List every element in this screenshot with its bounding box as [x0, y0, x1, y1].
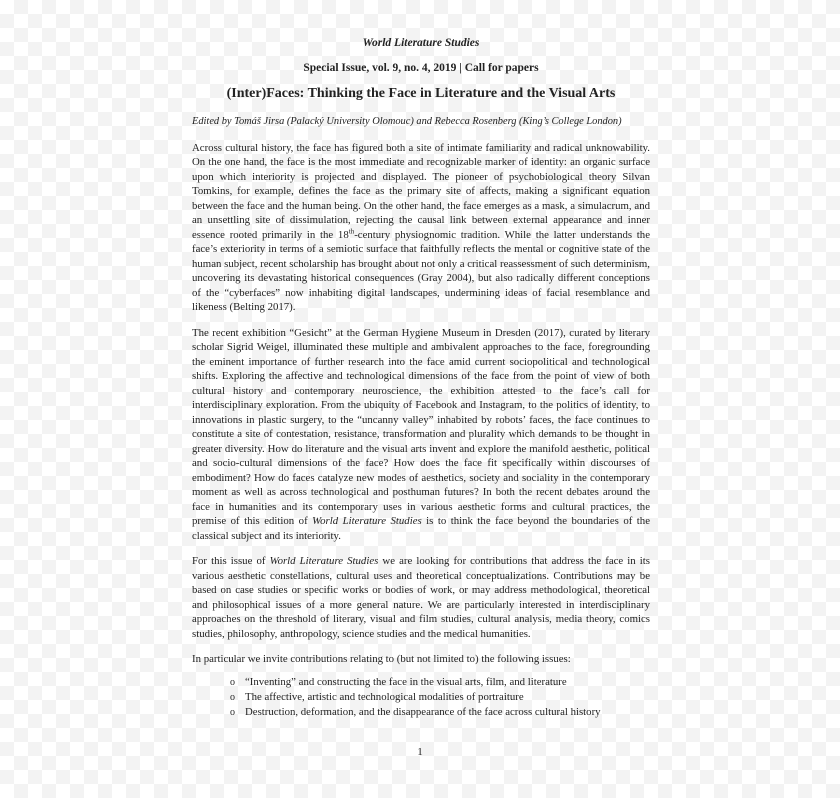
- paragraph-exhibition-text-2: is to think the face beyond the boundaries of the classical subject and its interiority.: [192, 515, 650, 542]
- journal-reference: World Literature Studies: [269, 555, 379, 567]
- issues-list: [192, 675, 650, 720]
- document-title: (Inter)Faces: Thinking the Face in Literature and the Visual Arts: [226, 86, 616, 101]
- list-item-text: Destruction, deformation, and the disappearance of the face across cultural history: [245, 705, 601, 718]
- paragraph-contributions-text-2: we are looking for contributions that address the face in its various aesthetic constellations, cultural uses and theoretical conceptualizations. Contributions may be based on case studies or specific works or bodies of work, or may address methodological, theoretical and philosophical issues of a more general nature. We are particularly interested in interdisciplinary approaches on the threshold of literary, visual and film studies, cultural analysis, media theory, comics studies, philosophy, anthropology, science studies and the medical humanities.: [192, 555, 650, 640]
- list-item-text: “Inventing” and constructing the face in the visual arts, film, and literature: [245, 675, 567, 688]
- list-intro: In particular we invite contributions relating to (but not limited to) the following issues:: [192, 653, 571, 665]
- paragraph-contributions: [192, 554, 650, 641]
- superscript-th: th: [348, 226, 355, 235]
- list-item: [230, 675, 650, 690]
- page-number: 1: [417, 746, 423, 758]
- hollow-bullet-icon: o: [230, 706, 235, 718]
- hollow-bullet-icon: o: [230, 676, 235, 688]
- list-item-text: The affective, artistic and technological modalities of portraiture: [245, 690, 524, 703]
- paragraph-exhibition: [192, 326, 650, 544]
- paragraph-history-text-1: Across cultural history, the face has figured both a site of intimate familiarity and radical unknowability. On the one hand, the face is the most immediate and recognizable marker of identity: an organic surface upon which interiority is projected and displayed. The pioneer of psychobiological theory Silvan Tomkins, for example, defines the face as the primary site of affects, making a significant equation between the face and the human being. On the other hand, the face emerges as a mask, a simulacrum, and an unsettling site of dissimulation, rejecting the causal link between external appearance and inner essence rooted primarily in the 18: [192, 141, 650, 241]
- paragraph-history: [192, 141, 650, 315]
- paragraph-history-text-2: -century physiognomic tradition. While the latter understands the face’s exteriority in terms of a semiotic surface that faithfully reflects the mental or cognitive state of the human subject, recent scholarship has brought about not only a critical reassessment of such determinism, uncovering its devastating historical consequences (Gray 2004), but also radically different conceptions of the “cyberfaces” now inhabiting digital landscapes, undermining ideas of facial resemblance and likeness (Belting 2017).: [192, 228, 650, 313]
- issue-line: Special Issue, vol. 9, no. 4, 2019 | Call for papers: [303, 61, 539, 74]
- list-item: [230, 705, 650, 720]
- hollow-bullet-icon: o: [230, 691, 235, 703]
- document-sheet: [192, 30, 650, 720]
- journal-reference: World Literature Studies: [312, 515, 422, 527]
- list-item: [230, 690, 650, 705]
- paragraph-contributions-text-1: For this issue of: [192, 555, 270, 567]
- journal-name: World Literature Studies: [362, 37, 480, 49]
- paragraph-exhibition-text-1: The recent exhibition “Gesicht” at the German Hygiene Museum in Dresden (2017), curated by literary scholar Sigrid Weigel, illuminated these multiple and ambivalent approaches to the face, foregrounding the eminent importance of further research into the face amid current sociopolitical and technological shifts. Exploring the affective and technological dimensions of the face from the point of view of both cultural history and contemporary neuroscience, the exhibition attested to the face’s call for interdisciplinary exploration. From the ubiquity of Facebook and Instagram, to the politics of identity, to innovations in plastic surgery, to the “uncanny valley” inhabited by robots’ faces, the face continues to constitute a site of contestation, resistance, transformation and plurality which demands to be thought in greater diversity. How do literature and the visual arts invent and explore the manifold aesthetic, political and socio-cultural dimensions of the face? How does the face fit specifically within discourses of embodiment? How do faces catalyze new modes of aesthetics, society and sociality in the contemporary moment as well as across technological and posthuman futures? In both the recent debates around the face in humanities and its contemporary uses in various aesthetic forms and cultural practices, the premise of this edition of: [192, 326, 650, 527]
- editors-line: Edited by Tomáš Jirsa (Palacký University Olomouc) and Rebecca Rosenberg (King’s College London): [192, 116, 622, 127]
